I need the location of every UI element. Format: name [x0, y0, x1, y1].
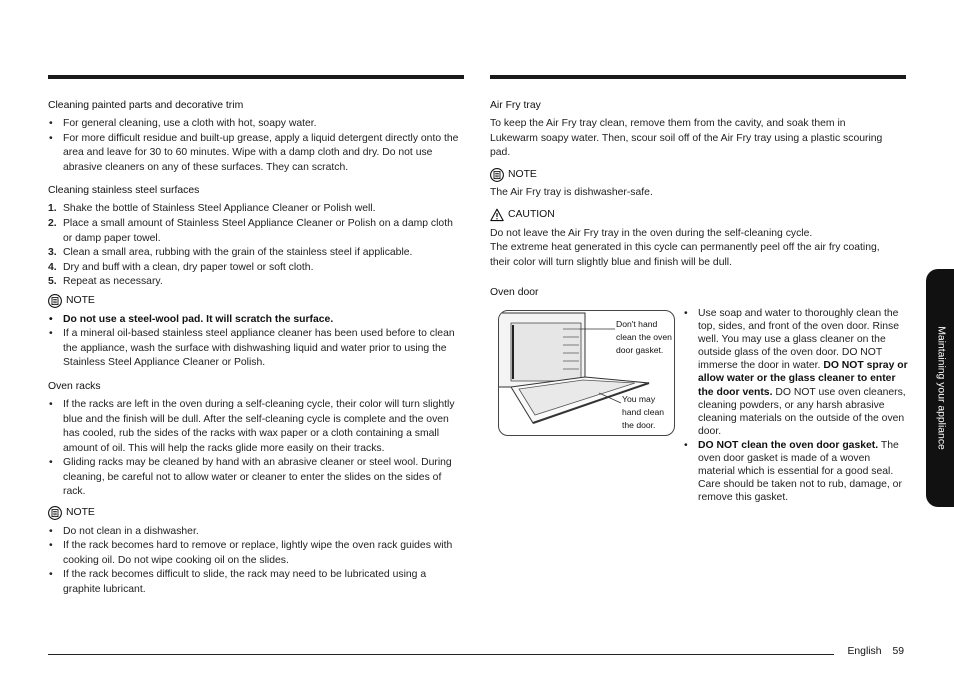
- list-item: • If the rack becomes difficult to slide, the rack may need to be lubricated using a graphite lubricant.: [48, 568, 464, 597]
- left-column: [48, 99, 464, 607]
- step-text: Clean a small area, rubbing with the grain of the stainless steel if applicable.: [63, 247, 413, 259]
- caution-heading: [490, 208, 890, 223]
- oven-door-bullets: [683, 307, 908, 504]
- bullet-text-bold: DO NOT spray or allow water or the glass cleaner to enter the door vents.: [698, 360, 908, 398]
- list-item: [683, 307, 908, 438]
- section-oven-door: [490, 286, 890, 300]
- step-number: 2.: [48, 217, 57, 229]
- section-oven-racks: [48, 380, 464, 598]
- step-text: Place a small amount of Stainless Steel Appliance Cleaner or Polish on a damp cloth or damp paper towel.: [63, 217, 453, 244]
- note-heading: [48, 294, 464, 309]
- section-title: Oven door: [490, 287, 539, 299]
- list-item: • If the rack becomes hard to remove or replace, lightly wipe the oven rack guides with cooking oil. Do not wipe cooking oil on the slides.: [48, 539, 464, 568]
- step-item: [48, 275, 464, 290]
- note-label: NOTE: [66, 507, 95, 519]
- figure-label-gasket: Don't hand clean the oven door gasket.: [616, 319, 672, 355]
- step-number: 5.: [48, 276, 57, 288]
- footer-language: English: [847, 646, 882, 657]
- bullet-text-bold: DO NOT clean the oven door gasket.: [698, 439, 879, 451]
- note-heading: [48, 506, 464, 521]
- warning-icon: [490, 208, 504, 222]
- note-label: NOTE: [508, 168, 537, 180]
- section-title: Cleaning painted parts and decorative trim: [48, 100, 244, 111]
- caution-label: CAUTION: [508, 208, 555, 220]
- step-number: 3.: [48, 247, 57, 259]
- section-air-fry: [490, 99, 890, 270]
- section-title: Oven racks: [48, 380, 101, 392]
- list-item: • If the racks are left in the oven during a self-cleaning cycle, their color will turn slightly blue and the finish will be dull. After the self-cleaning cycle is complete and the oven has cooled, rub the sides of the racks with wax paper or a cloth containing a small amount of oil. This will help the racks glide more easily on their tracks.: [48, 398, 464, 456]
- step-number: 4.: [48, 261, 57, 273]
- step-item: [48, 261, 464, 276]
- chapter-tab-label: Maintaining your appliance: [935, 326, 947, 450]
- note-heading: [490, 168, 890, 183]
- step-item: [48, 217, 464, 246]
- caution-text: Do not leave the Air Fry tray in the oven during the self-cleaning cycle.: [490, 227, 813, 239]
- page-footer: [847, 645, 904, 660]
- section-painted-parts: [48, 99, 464, 175]
- section-stainless: [48, 184, 464, 371]
- left-header-rule: [48, 75, 464, 79]
- note-text: The Air Fry tray is dishwasher-safe.: [490, 187, 653, 199]
- list-item: [683, 439, 908, 504]
- section-title: Air Fry tray: [490, 100, 541, 111]
- list-item: • Do not use a steel-wool pad. It will scratch the surface.: [48, 313, 464, 328]
- bullet-text: DO NOT use oven cleaners, cleaning powders, or any harsh abrasive cleaning materials on the outside of the oven door.: [698, 386, 906, 437]
- section-title: Cleaning stainless steel surfaces: [48, 185, 200, 197]
- list-item: • For more difficult residue and built-up grease, apply a liquid detergent directly onto the area and leave for 30 to 60 minutes. Wipe with a damp cloth and dry. Do not use abrasive cleaners on any of these surfaces. They can scratch.: [48, 132, 464, 176]
- note-icon: [48, 294, 62, 308]
- list-item: • If a mineral oil-based stainless steel appliance cleaner has been used before to clean the appliance, wash the surface with dishwashing liquid and water prior to using the Stainless Steel Appliance Cleaner or Polish.: [48, 327, 464, 371]
- list-item: • For general cleaning, use a cloth with hot, soapy water.: [48, 117, 464, 132]
- step-text: Dry and buff with a clean, dry paper towel or soft cloth.: [63, 261, 314, 273]
- step-text: Repeat as necessary.: [63, 276, 163, 288]
- right-column: [490, 99, 890, 309]
- step-item: [48, 202, 464, 217]
- caution-text: The extreme heat generated in this cycle can permanently peel off the air fry coating, their color will turn slightly blue and finish will be dull.: [490, 242, 880, 268]
- note-icon: [490, 168, 504, 182]
- list-item: • Do not clean in a dishwasher.: [48, 525, 464, 540]
- figure-label-door: You may hand clean the door.: [622, 394, 665, 430]
- list-item: • Gliding racks may be cleaned by hand with an abrasive cleaner or steel wool. During cleaning, be careful not to allow water or cleaner to enter the slides on the sides of rack.: [48, 456, 464, 500]
- step-item: [48, 246, 464, 261]
- right-header-rule: [490, 75, 906, 79]
- footer-rule: [48, 654, 834, 655]
- step-text: Shake the bottle of Stainless Steel Appliance Cleaner or Polish well.: [63, 203, 376, 215]
- bullet-text: Use soap and water to thoroughly clean the top, sides, and front of the oven door. Rinse well. You may use a glass cleaner on the outside glass of the oven door. DO NOT immerse the door in water.: [698, 308, 900, 372]
- chapter-tab: [926, 269, 954, 507]
- body-text: To keep the Air Fry tray clean, remove them from the cavity, and soak them in Lukewarm soapy water. Then, scour soil off of the Air Fry tray using a plastic scouring pad.: [490, 118, 883, 159]
- bullet-text: The oven door gasket is made of a woven material which is essential for a good seal. Care should be taken not to rub, damage, or remove this gasket.: [698, 439, 902, 504]
- note-label: NOTE: [66, 294, 95, 306]
- step-number: 1.: [48, 203, 57, 215]
- note-icon: [48, 506, 62, 520]
- page-number: 59: [892, 646, 904, 657]
